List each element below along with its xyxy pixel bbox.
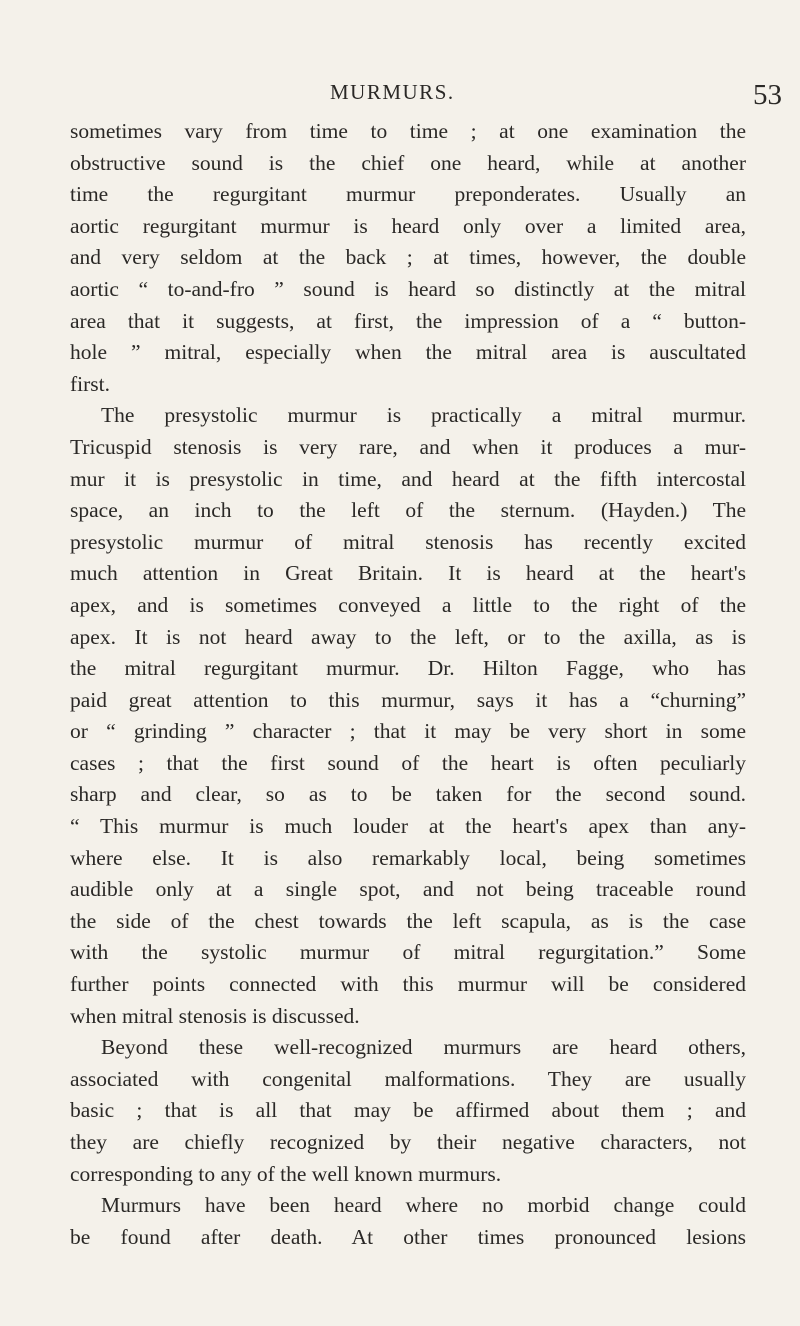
text-line: aortic “ to-and-fro ” sound is heard so distinctly at the mitral	[70, 276, 746, 301]
text-line: further points connected with this murmur will be considered	[70, 972, 746, 997]
text-line: be found after death. At other times pronounced lesions	[70, 1224, 746, 1249]
text-line: space, an inch to the left of the sternum. (Hayden.) The	[70, 498, 746, 523]
page-number: 53	[753, 79, 782, 111]
text-line: much attention in Great Britain. It is heard at the heart's	[70, 561, 746, 586]
text-line: and very seldom at the back ; at times, however, the double	[70, 245, 746, 270]
text-line: with the systolic murmur of mitral regurgitation.” Some	[70, 940, 746, 965]
text-line: mur it is presystolic in time, and heard at the fifth intercostal	[70, 466, 746, 491]
paragraph-start-line: Murmurs have been heard where no morbid change could	[101, 1193, 746, 1218]
text-line: they are chiefly recognized by their negative characters, not	[70, 1130, 746, 1154]
text-line: time the regurgitant murmur preponderates. Usually an	[70, 182, 746, 207]
text-line: basic ; that is all that may be affirmed about them ; and	[70, 1098, 746, 1123]
text-line: apex. It is not heard away to the left, or to the axilla, as is	[70, 624, 746, 649]
text-line: associated with congenital malformations. They are usually	[70, 1066, 746, 1091]
text-line: sharp and clear, so as to be taken for the second sound.	[70, 782, 746, 807]
text-line: paid great attention to this murmur, says it has a “churning”	[70, 687, 746, 712]
paragraph-end-line: first.	[70, 371, 111, 396]
text-line: cases ; that the first sound of the heart is often peculiarly	[70, 750, 746, 775]
body-text	[70, 116, 746, 1253]
text-line: audible only at a single spot, and not being traceable round	[70, 877, 746, 902]
paragraph-end-line: when mitral stenosis is discussed.	[70, 1003, 360, 1028]
text-line: “ This murmur is much louder at the heart's apex than any-	[70, 814, 746, 839]
text-line: aortic regurgitant murmur is heard only over a limited area,	[70, 213, 746, 238]
running-head	[0, 80, 800, 110]
text-line: the mitral regurgitant murmur. Dr. Hilton Fagge, who has	[70, 656, 746, 681]
text-line: the side of the chest towards the left scapula, as is the case	[70, 908, 746, 933]
text-line: presystolic murmur of mitral stenosis has recently excited	[70, 529, 746, 554]
text-line: area that it suggests, at first, the impression of a “ button-	[70, 308, 746, 333]
text-line: sometimes vary from time to time ; at one examination the	[70, 119, 746, 143]
text-line: or “ grinding ” character ; that it may be very short in some	[70, 719, 746, 744]
text-line: obstructive sound is the chief one heard, while at another	[70, 150, 746, 175]
text-line: where else. It is also remarkably local, being sometimes	[70, 845, 746, 870]
paragraph-start-line: The presystolic murmur is practically a mitral murmur.	[101, 403, 746, 428]
paragraph-end-line: corresponding to any of the well known murmurs.	[70, 1161, 502, 1186]
text-line: hole ” mitral, especially when the mitral area is auscultated	[70, 340, 746, 365]
text-line: Tricuspid stenosis is very rare, and when it produces a mur-	[70, 434, 746, 459]
paragraph-start-line: Beyond these well-recognized murmurs are heard others,	[101, 1035, 746, 1060]
running-title: MURMURS.	[330, 80, 455, 104]
text-line: apex, and is sometimes conveyed a little to the right of the	[70, 592, 746, 617]
